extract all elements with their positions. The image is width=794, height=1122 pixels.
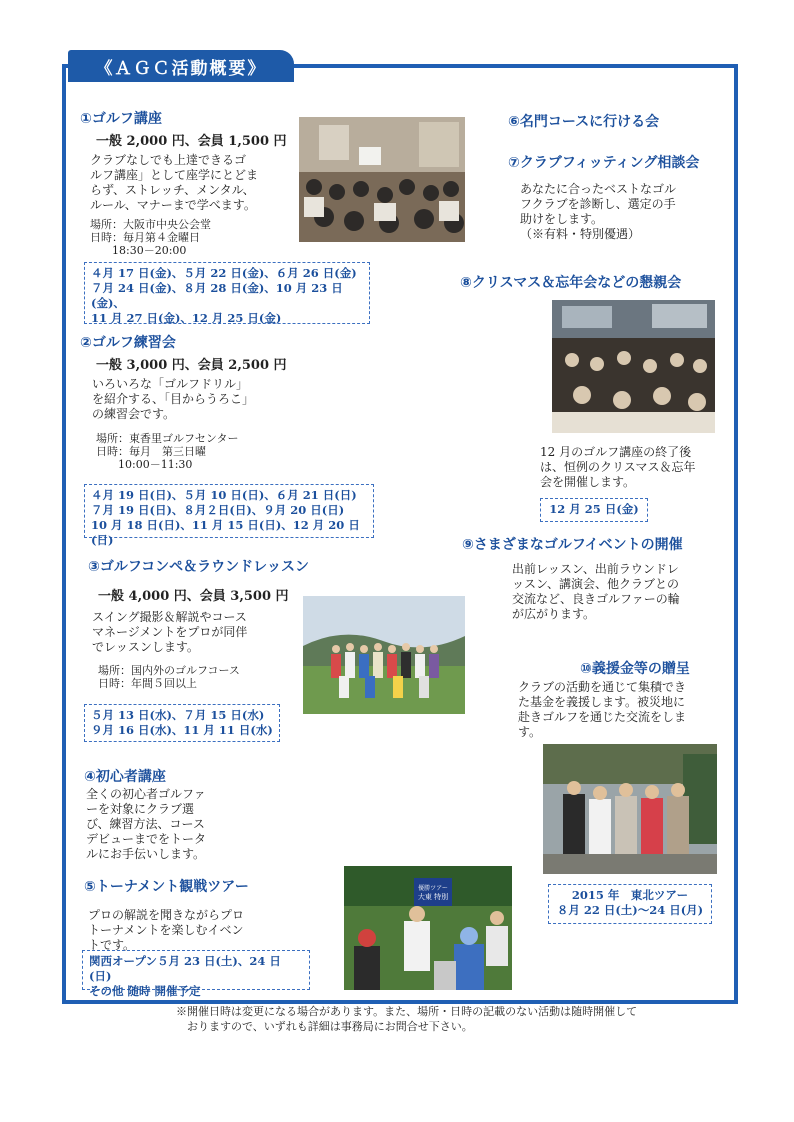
club-fitting-title: ⑦クラブフィッティング相談会 bbox=[508, 155, 700, 171]
banner-top-text: 優勝ツアー bbox=[418, 885, 448, 892]
club-fitting-description: あなたに合ったベストなゴル フクラブを診断し、選定の手 助けをします。 （※有料・特別優遇） bbox=[520, 182, 677, 241]
banner-text: 大東 特別 bbox=[417, 893, 449, 901]
donation-title: ⑩義援金等の贈呈 bbox=[580, 661, 690, 677]
tournament-photo bbox=[344, 866, 512, 990]
practice-session-details: 場所：東香里ゴルフセンター 日時：毎月 第三日曜 10:00－11:30 bbox=[96, 432, 239, 471]
competition-lesson-price: 一般 4,000 円、会員 3,500 円 bbox=[98, 589, 289, 604]
golf-lecture-title: ①ゴルフ講座 bbox=[80, 111, 162, 127]
donation-description: クラブの活動を通じて集積でき た基金を義援します。被災地に 赴きゴルフを通じた交流をしま す。 bbox=[518, 680, 687, 739]
tournament-tour-description: プロの解説を聞きながらプロ トーナメントを楽しむイベン トです。 bbox=[88, 908, 245, 952]
golf-lecture-details: 場所：大阪市中央公会堂 日時：毎月第４金曜日 18:30－20:00 bbox=[90, 218, 211, 257]
practice-session-dates: ４月 19 日(日)、５月 10 日(日)、６月 21 日(日) ７月 19 日(日)、８月２日(日)、９月 20 日(日) 10 月 18 日(日)、11 月 15 日(日)、12 月 20 日(日) bbox=[84, 484, 374, 538]
party-photo bbox=[552, 300, 715, 433]
beginner-course-title: ④初心者講座 bbox=[84, 769, 166, 785]
lecture-photo bbox=[299, 117, 465, 242]
practice-session-description: いろいろな「ゴルフドリル」 を紹介する、「目からうろこ」 の練習会です。 bbox=[92, 377, 255, 421]
tournament-tour-title: ⑤トーナメント観戦ツアー bbox=[84, 879, 249, 895]
tournament-tour-dates: 関西オープン５月 23 日(土)、24 日(日) その他 随時 開催予定 bbox=[82, 950, 310, 990]
competition-lesson-title: ③ゴルフコンペ＆ラウンドレッスン bbox=[88, 559, 310, 575]
party-description: 12 月のゴルフ講座の終了後 は、恒例のクリスマス＆忘年 会を開催します。 bbox=[540, 445, 696, 489]
competition-lesson-details: 場所：国内外のゴルフコース 日時：年間５回以上 bbox=[98, 664, 240, 690]
tohoku-tour-photo bbox=[543, 744, 717, 874]
party-title: ⑧クリスマス＆忘年会などの懇親会 bbox=[460, 275, 682, 291]
golf-events-description: 出前レッスン、出前ラウンドレ ッスン、講演会、他クラブとの 交流など、良きゴルファーの輪 が広がります。 bbox=[512, 562, 680, 621]
footer-note: ※開催日時は変更になる場合があります。また、場所・日時の記載のない活動は随時開催して おりますので、いずれも詳細は事務局にお問合せ下さい。 bbox=[176, 1005, 638, 1033]
competition-lesson-description: スイング撮影＆解説やコース マネージメントをプロが同伴 でレッスンします。 bbox=[92, 610, 248, 654]
competition-photo bbox=[303, 596, 465, 714]
famous-course-title: ⑥名門コースに行ける会 bbox=[508, 114, 660, 130]
party-dates: 12 月 25 日(金) bbox=[540, 498, 648, 522]
golf-lecture-description: クラブなしでも上達できるゴ ルフ講座」として座学にとどま らず、ストレッチ、メンタル、 ルール、マナーまで学べます。 bbox=[90, 153, 259, 212]
competition-lesson-dates: ５月 13 日(水)、７月 15 日(水) ９月 16 日(水)、11 月 11 日(水) bbox=[84, 704, 280, 742]
beginner-course-description: 全くの初心者ゴルファ ーを対象にクラブ選 び、練習方法、コース デビューまでをトータ ルにお手伝いします。 bbox=[86, 787, 207, 861]
practice-session-price: 一般 3,000 円、会員 2,500 円 bbox=[96, 358, 287, 373]
tohoku-tour-dates: 2015 年 東北ツアー ８月 22 日(土)～24 日(月) bbox=[548, 884, 712, 924]
golf-lecture-dates: ４月 17 日(金)、５月 22 日(金)、６月 26 日(金) ７月 24 日(金)、８月 28 日(金)、10 月 23 日(金)、 11 月 27 日(金)、12 月 25 日(金) bbox=[84, 262, 370, 324]
golf-events-title: ⑨さまざまなゴルフイベントの開催 bbox=[462, 537, 683, 553]
golf-lecture-price: 一般 2,000 円、会員 1,500 円 bbox=[96, 134, 287, 149]
practice-session-title: ②ゴルフ練習会 bbox=[80, 335, 176, 351]
section-tab-title: 《ＡＧＣ活動概要》 bbox=[68, 50, 294, 82]
